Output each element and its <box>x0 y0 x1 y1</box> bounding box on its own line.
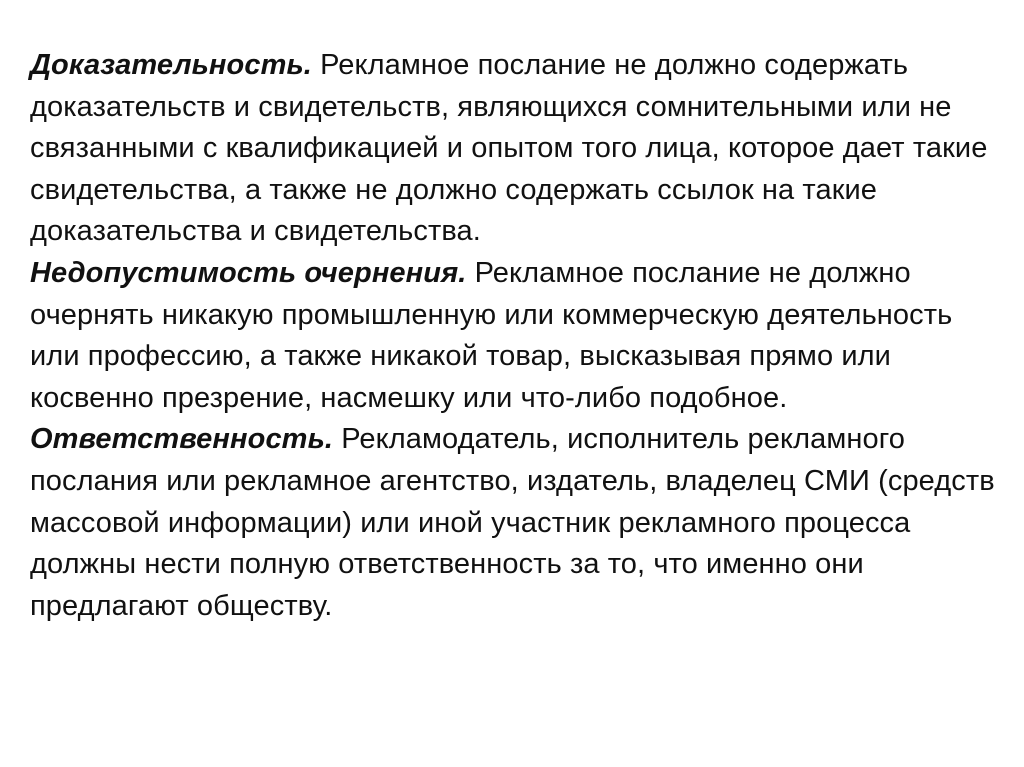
paragraph-responsibility <box>30 419 1000 627</box>
term-evidence: Доказательность. <box>30 49 312 81</box>
paragraph-evidence <box>30 45 1000 253</box>
paragraph-no-denigration <box>30 253 1000 419</box>
paragraph-evidence-text: Рекламное послание не должно содержать доказательств и свидетельств, являющихся сомнительными или не связанными с квалификацией и опытом того лица, которое дает такие свидетельства, а также не должно содержать ссылок на такие доказательства и свидетельства. <box>30 49 988 248</box>
paragraph-no-denigration-text: Рекламное послание не должно очернять никакую промышленную или коммерческую деятельность или профессию, а также никакой товар, высказывая прямо или косвенно презрение, насмешку или что-либо подобное. <box>30 256 953 414</box>
term-responsibility: Ответственность. <box>30 423 334 456</box>
slide-body <box>30 45 1000 627</box>
paragraph-responsibility-text: Рекламодатель, исполнитель рекламного послания или рекламное агентство, издатель, владелец СМИ (средств массовой информации) или иной участник рекламного процесса должны нести полную ответственность за то, что именно они предлагают обществу. <box>30 423 995 622</box>
term-no-denigration: Недопустимость очернения. <box>30 256 467 289</box>
